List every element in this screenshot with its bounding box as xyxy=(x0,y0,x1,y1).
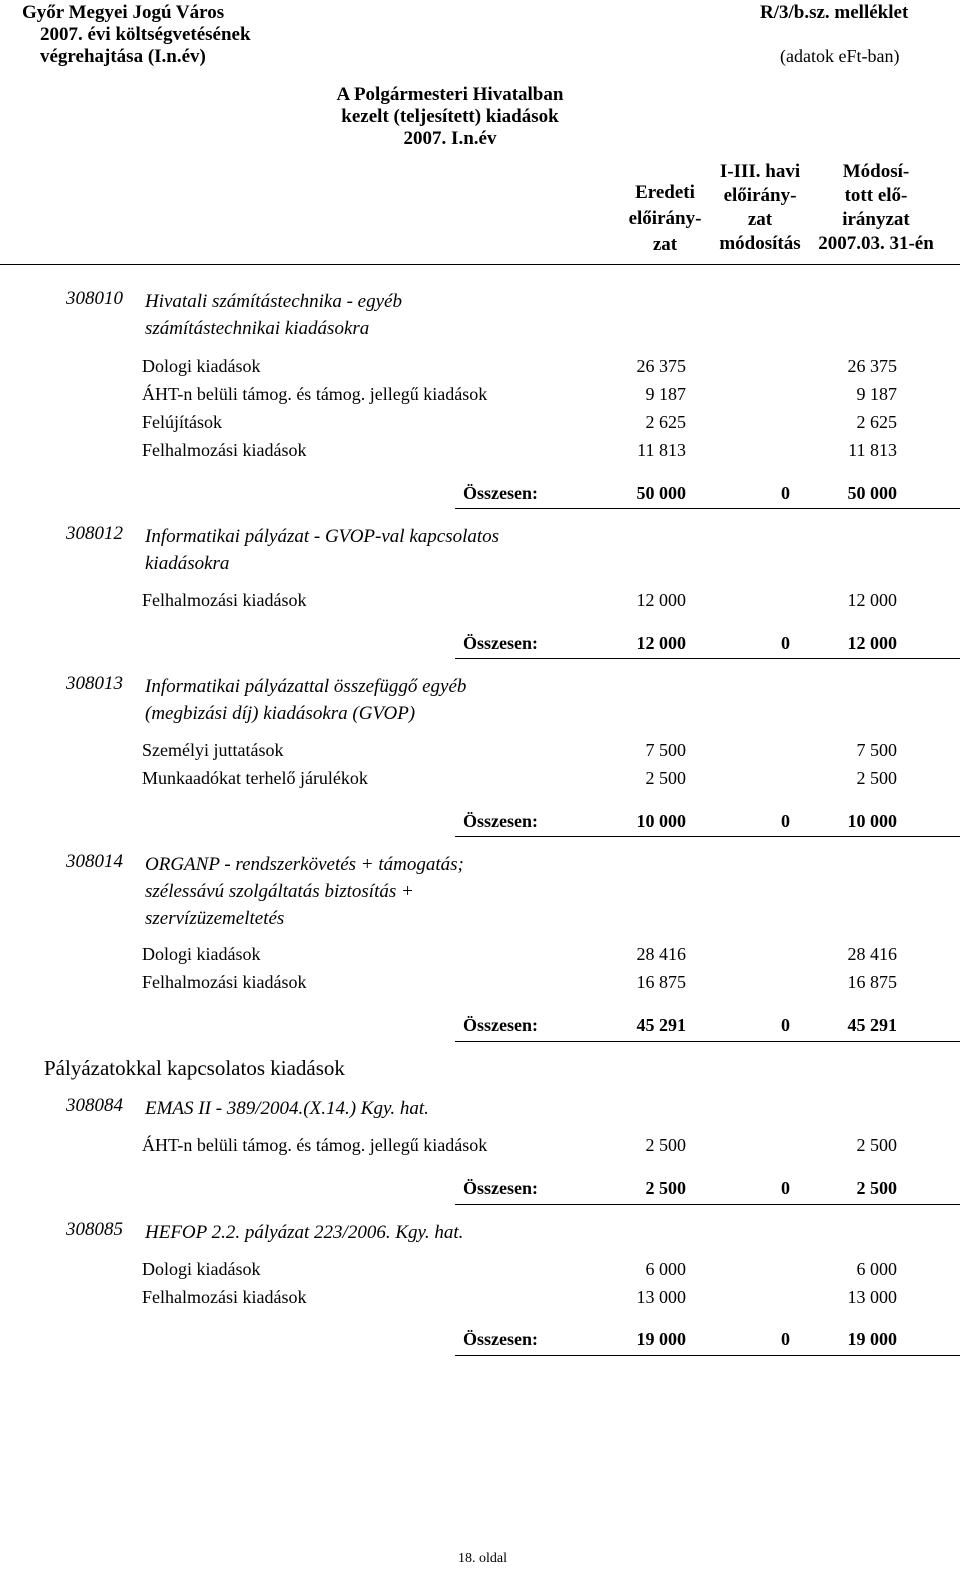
total-original: 10 000 xyxy=(636,811,686,831)
total-original: 12 000 xyxy=(636,633,686,653)
row-original: 13 000 xyxy=(636,1287,686,1307)
row-label: Munkaadókat terhelő járulékok xyxy=(142,768,368,788)
row-label: Dologi kiadások xyxy=(142,356,261,376)
section-title-line: Hivatali számítástechnika - egyéb xyxy=(145,291,402,312)
column-header-original-line: zat xyxy=(652,234,678,255)
report-title xyxy=(300,84,600,150)
row-original: 2 500 xyxy=(645,768,686,788)
section-title xyxy=(145,523,499,577)
units-label: (adatok eFt-ban) xyxy=(780,46,900,66)
total-original: 2 500 xyxy=(645,1178,686,1198)
row-original: 6 000 xyxy=(645,1259,686,1279)
row-label: Felhalmozási kiadások xyxy=(142,590,307,610)
column-header-original-line: előirány- xyxy=(628,208,702,229)
total-modified: 45 291 xyxy=(847,1015,897,1035)
column-header-original-line: Eredeti xyxy=(635,182,695,203)
annex-label: R/3/b.sz. melléklet xyxy=(760,2,909,23)
report-title-line-3: 2007. I.n.év xyxy=(403,128,497,149)
section-title-line: HEFOP 2.2. pályázat 223/2006. Kgy. hat. xyxy=(145,1222,464,1243)
column-header-modification-line: módosítás xyxy=(719,233,801,254)
page-number: 18. oldal xyxy=(458,1551,507,1566)
total-original: 19 000 xyxy=(636,1329,686,1349)
total-change: 0 xyxy=(781,1178,790,1198)
total-modified: 12 000 xyxy=(847,633,897,653)
row-modified: 7 500 xyxy=(856,740,897,760)
header-divider xyxy=(0,264,960,265)
total-divider xyxy=(455,1355,960,1356)
column-header-modification-line: zat xyxy=(747,209,773,230)
total-change: 0 xyxy=(781,1329,790,1349)
org-budget-line: 2007. évi költségvetésének xyxy=(40,24,251,45)
total-label: Összesen: xyxy=(463,1015,538,1035)
section-title-line: Informatikai pályázat - GVOP-val kapcsolatos xyxy=(145,526,500,547)
row-original: 2 500 xyxy=(645,1135,686,1155)
section-title xyxy=(145,851,464,932)
row-modified: 26 375 xyxy=(847,356,897,376)
column-header-modification xyxy=(700,160,820,256)
section-title xyxy=(145,1095,429,1122)
total-modified: 10 000 xyxy=(847,811,897,831)
section-code: 308014 xyxy=(66,851,123,872)
section-code: 308085 xyxy=(66,1219,123,1240)
column-header-modified-line: irányzat xyxy=(842,209,910,230)
row-label: Felhalmozási kiadások xyxy=(142,1287,307,1307)
row-modified: 2 500 xyxy=(856,768,897,788)
total-modified: 50 000 xyxy=(847,483,897,503)
org-name: Győr Megyei Jogú Város xyxy=(22,2,225,23)
row-label: Felhalmozási kiadások xyxy=(142,972,307,992)
section-title-line: szervízüzemeltetés xyxy=(145,908,285,929)
total-change: 0 xyxy=(781,811,790,831)
total-label: Összesen: xyxy=(463,1178,538,1198)
section-title xyxy=(145,673,466,727)
row-modified: 6 000 xyxy=(856,1259,897,1279)
total-modified: 2 500 xyxy=(856,1178,897,1198)
row-modified: 9 187 xyxy=(856,384,897,404)
row-label: Dologi kiadások xyxy=(142,944,261,964)
section-title-line: ORGANP - rendszerkövetés + támogatás; xyxy=(145,854,464,875)
row-modified: 16 875 xyxy=(847,972,897,992)
row-modified: 28 416 xyxy=(847,944,897,964)
row-label: ÁHT-n belüli támog. és támog. jellegű kiadások xyxy=(142,1135,488,1155)
total-divider xyxy=(455,836,960,837)
total-label: Összesen: xyxy=(463,811,538,831)
group-heading: Pályázatokkal kapcsolatos kiadások xyxy=(44,1056,345,1080)
total-change: 0 xyxy=(781,483,790,503)
section-title-line: számítástechnikai kiadásokra xyxy=(145,318,370,339)
section-code: 308084 xyxy=(66,1095,123,1116)
total-original: 50 000 xyxy=(636,483,686,503)
section-title-line: kiadásokra xyxy=(145,553,230,574)
section-title-line: Informatikai pályázattal összefüggő egyéb xyxy=(145,676,467,697)
section-title-line: EMAS II - 389/2004.(X.14.) Kgy. hat. xyxy=(145,1098,429,1119)
row-original: 16 875 xyxy=(636,972,686,992)
row-modified: 2 500 xyxy=(856,1135,897,1155)
total-change: 0 xyxy=(781,633,790,653)
row-label: ÁHT-n belüli támog. és támog. jellegű kiadások xyxy=(142,384,488,404)
section-code: 308012 xyxy=(66,523,123,544)
section-title-line: szélessávú szolgáltatás biztosítás + xyxy=(145,881,414,902)
row-original: 9 187 xyxy=(645,384,686,404)
row-label: Dologi kiadások xyxy=(142,1259,261,1279)
row-original: 2 625 xyxy=(645,412,686,432)
total-label: Összesen: xyxy=(463,483,538,503)
total-divider xyxy=(455,1204,960,1205)
section-code: 308010 xyxy=(66,288,123,309)
org-execution-line: végrehajtása (I.n.év) xyxy=(40,46,206,67)
total-divider xyxy=(455,658,960,659)
row-modified: 11 813 xyxy=(848,440,897,460)
report-title-line-2: kezelt (teljesített) kiadások xyxy=(341,106,559,127)
row-label: Felhalmozási kiadások xyxy=(142,440,307,460)
row-original: 11 813 xyxy=(637,440,686,460)
row-modified: 2 625 xyxy=(856,412,897,432)
column-header-modified-line: tott elő- xyxy=(844,185,908,206)
total-divider xyxy=(455,508,960,509)
total-label: Összesen: xyxy=(463,1329,538,1349)
column-header-modified xyxy=(806,160,946,256)
section-code: 308013 xyxy=(66,673,123,694)
row-original: 12 000 xyxy=(636,590,686,610)
total-label: Összesen: xyxy=(463,633,538,653)
section-title xyxy=(145,288,402,342)
row-label: Felújítások xyxy=(142,412,222,432)
total-modified: 19 000 xyxy=(847,1329,897,1349)
section-title-line: (megbizási díj) kiadásokra (GVOP) xyxy=(145,703,416,724)
total-change: 0 xyxy=(781,1015,790,1035)
row-modified: 12 000 xyxy=(847,590,897,610)
total-divider xyxy=(455,1041,960,1042)
column-header-modified-line: 2007.03. 31-én xyxy=(818,233,934,254)
row-original: 28 416 xyxy=(636,944,686,964)
column-header-modification-line: előirány- xyxy=(723,185,797,206)
column-header-modification-line: I-III. havi xyxy=(719,161,801,182)
report-title-line-1: A Polgármesteri Hivatalban xyxy=(336,84,564,105)
total-original: 45 291 xyxy=(636,1015,686,1035)
column-header-modified-line: Módosí- xyxy=(842,161,910,182)
section-title xyxy=(145,1219,463,1246)
row-modified: 13 000 xyxy=(847,1287,897,1307)
row-original: 7 500 xyxy=(645,740,686,760)
org-header xyxy=(22,2,251,68)
row-original: 26 375 xyxy=(636,356,686,376)
row-label: Személyi juttatások xyxy=(142,740,284,760)
